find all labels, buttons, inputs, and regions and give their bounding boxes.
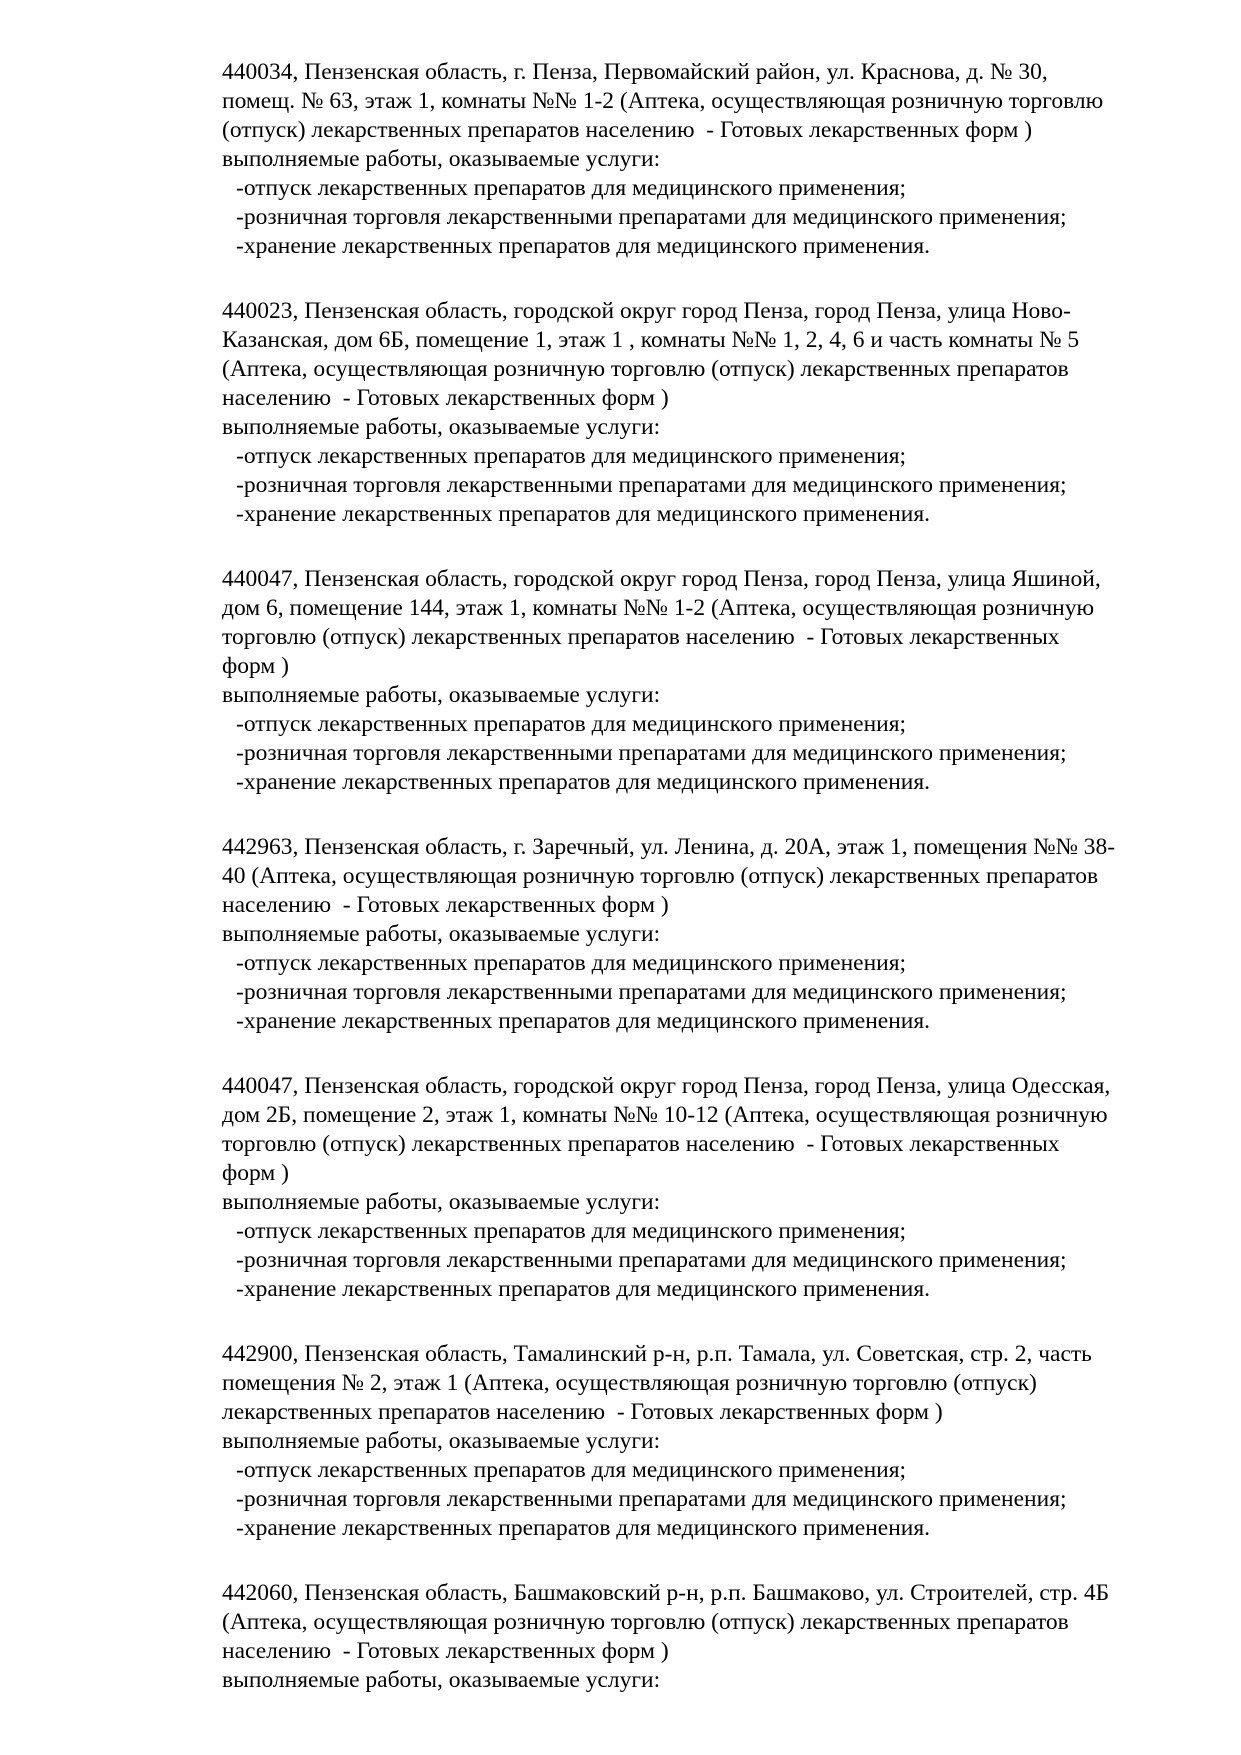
service-item: -отпуск лекарственных препаратов для медицинского применения; (236, 711, 907, 737)
services-label: выполняемые работы, оказываемые услуги: (222, 414, 661, 440)
services-label: выполняемые работы, оказываемые услуги: (222, 146, 661, 172)
address-line: 440047, Пензенская область, городской округ город Пенза, город Пенза, улица Одесская, (222, 1073, 1111, 1099)
service-item: -отпуск лекарственных препаратов для медицинского применения; (236, 1218, 907, 1244)
address-line: населению - Готовых лекарственных форм ) (222, 892, 669, 918)
address-line: торговлю (отпуск) лекарственных препаратов населению - Готовых лекарственных (222, 624, 1060, 650)
pharmacy-entry (222, 58, 1192, 261)
pharmacy-entry (222, 1072, 1192, 1304)
service-item: -розничная торговля лекарственными препаратами для медицинского применения; (236, 1247, 1067, 1273)
address-line: торговлю (отпуск) лекарственных препаратов населению - Готовых лекарственных (222, 1131, 1060, 1157)
address-line: 40 (Аптека, осуществляющая розничную торговлю (отпуск) лекарственных препаратов (222, 863, 1099, 889)
pharmacy-entry (222, 833, 1192, 1036)
service-item: -розничная торговля лекарственными препаратами для медицинского применения; (236, 1486, 1067, 1512)
pharmacy-entry (222, 297, 1192, 529)
address-line: форм ) (222, 653, 289, 679)
service-item: -отпуск лекарственных препаратов для медицинского применения; (236, 443, 907, 469)
address-line: помещ. № 63, этаж 1, комнаты №№ 1-2 (Аптека, осуществляющая розничную торговлю (222, 88, 1104, 114)
service-item: -розничная торговля лекарственными препаратами для медицинского применения; (236, 979, 1067, 1005)
services-label: выполняемые работы, оказываемые услуги: (222, 921, 661, 947)
address-line: 442900, Пензенская область, Тамалинский р-н, р.п. Тамала, ул. Советская, стр. 2, часть (222, 1341, 1092, 1367)
address-line: помещения № 2, этаж 1 (Аптека, осуществляющая розничную торговлю (отпуск) (222, 1370, 1037, 1396)
service-item: -розничная торговля лекарственными препаратами для медицинского применения; (236, 204, 1067, 230)
address-line: 442060, Пензенская область, Башмаковский р-н, р.п. Башмаково, ул. Строителей, стр. 4Б (222, 1580, 1110, 1606)
address-line: Казанская, дом 6Б, помещение 1, этаж 1 , комнаты №№ 1, 2, 4, 6 и часть комнаты № 5 (222, 327, 1080, 353)
service-item: -отпуск лекарственных препаратов для медицинского применения; (236, 950, 907, 976)
service-item: -розничная торговля лекарственными препаратами для медицинского применения; (236, 472, 1067, 498)
service-item: -отпуск лекарственных препаратов для медицинского применения; (236, 175, 907, 201)
services-label: выполняемые работы, оказываемые услуги: (222, 1428, 661, 1454)
service-item: -розничная торговля лекарственными препаратами для медицинского применения; (236, 740, 1067, 766)
services-label: выполняемые работы, оказываемые услуги: (222, 1667, 661, 1693)
address-line: (Аптека, осуществляющая розничную торговлю (отпуск) лекарственных препаратов (222, 1609, 1069, 1635)
service-item: -хранение лекарственных препаратов для медицинского применения. (236, 501, 931, 527)
service-item: -хранение лекарственных препаратов для медицинского применения. (236, 1276, 931, 1302)
address-line: 440023, Пензенская область, городской округ город Пенза, город Пенза, улица Ново- (222, 298, 1071, 324)
pharmacy-entry (222, 565, 1192, 797)
service-item: -хранение лекарственных препаратов для медицинского применения. (236, 1515, 931, 1541)
address-line: 442963, Пензенская область, г. Заречный, ул. Ленина, д. 20А, этаж 1, помещения №№ 38- (222, 834, 1116, 860)
address-line: 440034, Пензенская область, г. Пенза, Первомайский район, ул. Краснова, д. № 30, (222, 59, 1048, 85)
address-line: населению - Готовых лекарственных форм ) (222, 385, 669, 411)
service-item: -хранение лекарственных препаратов для медицинского применения. (236, 1008, 931, 1034)
address-line: форм ) (222, 1160, 289, 1186)
address-line: дом 6, помещение 144, этаж 1, комнаты №№ 1-2 (Аптека, осуществляющая розничную (222, 595, 1095, 621)
address-line: дом 2Б, помещение 2, этаж 1, комнаты №№ 10-12 (Аптека, осуществляющая розничную (222, 1102, 1108, 1128)
address-line: лекарственных препаратов населению - Готовых лекарственных форм ) (222, 1399, 943, 1425)
pharmacy-entry (222, 1579, 1192, 1695)
services-label: выполняемые работы, оказываемые услуги: (222, 1189, 661, 1215)
document-page (222, 58, 1192, 1731)
address-line: 440047, Пензенская область, городской округ город Пенза, город Пенза, улица Яшиной, (222, 566, 1101, 592)
pharmacy-entry (222, 1340, 1192, 1543)
service-item: -хранение лекарственных препаратов для медицинского применения. (236, 769, 931, 795)
service-item: -отпуск лекарственных препаратов для медицинского применения; (236, 1457, 907, 1483)
address-line: населению - Готовых лекарственных форм ) (222, 1638, 669, 1664)
address-line: (Аптека, осуществляющая розничную торговлю (отпуск) лекарственных препаратов (222, 356, 1069, 382)
address-line: (отпуск) лекарственных препаратов населению - Готовых лекарственных форм ) (222, 117, 1033, 143)
services-label: выполняемые работы, оказываемые услуги: (222, 682, 661, 708)
service-item: -хранение лекарственных препаратов для медицинского применения. (236, 233, 931, 259)
